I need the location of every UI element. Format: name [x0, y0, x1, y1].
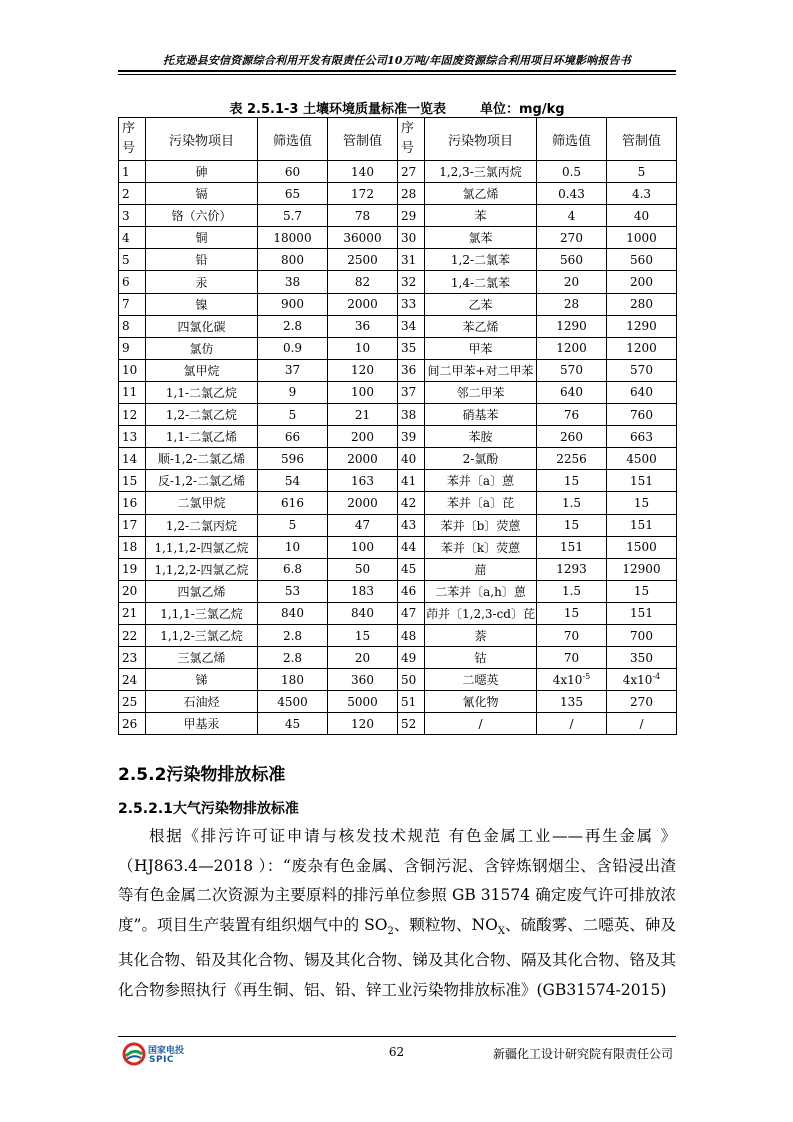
- subsection-heading: 2.5.2.1大气污染物排放标准: [118, 801, 299, 817]
- footer-rule: [118, 1036, 676, 1037]
- cell-no-right: 29: [398, 205, 425, 227]
- table-row: [119, 381, 677, 403]
- table-row: [119, 624, 677, 646]
- cell-pollutant-right: 2-氯酚: [425, 448, 537, 470]
- cell-pollutant-left: 反-1,2-二氯乙烯: [146, 470, 258, 492]
- cell-screening-right: 1200: [537, 337, 607, 359]
- cell-no-left: 26: [119, 713, 146, 735]
- table-row: [119, 249, 677, 271]
- cell-pollutant-left: 砷: [146, 161, 258, 183]
- cell-pollutant-left: 1,1,1,2-四氯乙烷: [146, 536, 258, 558]
- cell-intervention-left: 163: [328, 470, 398, 492]
- cell-no-left: 18: [119, 536, 146, 558]
- cell-pollutant-right: 间二甲苯+对二甲苯: [425, 359, 537, 381]
- footer-organization: 新疆化工设计研究院有限责任公司: [492, 1047, 673, 1061]
- cell-no-right: 50: [398, 669, 425, 691]
- cell-pollutant-left: 二氯甲烷: [146, 492, 258, 514]
- cell-screening-right: 15: [537, 602, 607, 624]
- cell-pollutant-right: 氯乙烯: [425, 183, 537, 205]
- cell-no-left: 6: [119, 271, 146, 293]
- col-header-pollutant-left: 污染物项目: [146, 118, 258, 161]
- col-header-no-left: 序号: [119, 118, 146, 161]
- cell-screening-right: 260: [537, 426, 607, 448]
- cell-no-right: 44: [398, 536, 425, 558]
- cell-screening-left: 5: [258, 514, 328, 536]
- table-row: [119, 448, 677, 470]
- cell-screening-left: 180: [258, 669, 328, 691]
- cell-no-left: 16: [119, 492, 146, 514]
- cell-screening-left: 5.7: [258, 205, 328, 227]
- cell-intervention-left: 100: [328, 381, 398, 403]
- cell-no-left: 8: [119, 315, 146, 337]
- cell-pollutant-left: 1,1,2-三氯乙烷: [146, 624, 258, 646]
- table-row: [119, 404, 677, 426]
- paragraph-text-1: 根据《排污许可证申请与核发技术规范 有色金属工业——再生金属 》（HJ863.4—2018 ）：“废杂有色金属、含铜污泥、含锌炼钢烟尘、含铅浸出渣等有色金属二次资源为主要原料的排污单位参照 GB 31574 确定废气许可排放浓度”。项目生产装置有组织烟气中的 SO: [118, 827, 676, 934]
- cell-intervention-left: 183: [328, 580, 398, 602]
- cell-no-left: 9: [119, 337, 146, 359]
- cell-pollutant-right: 苯并〔k〕荧蒽: [425, 536, 537, 558]
- cell-screening-right: 640: [537, 381, 607, 403]
- cell-pollutant-right: 苯胺: [425, 426, 537, 448]
- table-row: [119, 293, 677, 315]
- cell-screening-left: 6.8: [258, 558, 328, 580]
- cell-intervention-right: 700: [607, 624, 677, 646]
- running-header: 托克逊县安信资源综合利用开发有限责任公司10万吨/年固废资源综合利用项目环境影响报告书: [163, 54, 631, 67]
- col-header-no-right: 序号: [398, 118, 425, 161]
- logo-text-en: SPIC: [149, 1055, 175, 1065]
- cell-pollutant-left: 四氯化碳: [146, 315, 258, 337]
- cell-pollutant-left: 1,1-二氯乙烷: [146, 381, 258, 403]
- cell-no-left: 2: [119, 183, 146, 205]
- cell-intervention-right: 151: [607, 602, 677, 624]
- cell-pollutant-right: 硝基苯: [425, 404, 537, 426]
- cell-intervention-right: 280: [607, 293, 677, 315]
- cell-screening-right: 20: [537, 271, 607, 293]
- cell-no-right: 32: [398, 271, 425, 293]
- table-row: [119, 536, 677, 558]
- cell-no-left: 10: [119, 359, 146, 381]
- col-header-screening-right: 筛选值: [537, 118, 607, 161]
- cell-intervention-left: 100: [328, 536, 398, 558]
- cell-no-left: 24: [119, 669, 146, 691]
- cell-screening-left: 65: [258, 183, 328, 205]
- cell-intervention-left: 2000: [328, 448, 398, 470]
- cell-no-right: 40: [398, 448, 425, 470]
- cell-intervention-left: 47: [328, 514, 398, 536]
- cell-screening-left: 45: [258, 713, 328, 735]
- cell-intervention-left: 50: [328, 558, 398, 580]
- cell-intervention-left: 36: [328, 315, 398, 337]
- cell-screening-right: 1.5: [537, 580, 607, 602]
- cell-intervention-left: 21: [328, 404, 398, 426]
- table-row: [119, 426, 677, 448]
- cell-screening-right: 560: [537, 249, 607, 271]
- table-row: [119, 713, 677, 735]
- cell-no-left: 1: [119, 161, 146, 183]
- cell-screening-right: 70: [537, 624, 607, 646]
- cell-intervention-left: 2500: [328, 249, 398, 271]
- cell-pollutant-left: 镍: [146, 293, 258, 315]
- cell-pollutant-right: 邻二甲苯: [425, 381, 537, 403]
- cell-screening-left: 2.8: [258, 315, 328, 337]
- cell-screening-left: 37: [258, 359, 328, 381]
- col-header-pollutant-right: 污染物项目: [425, 118, 537, 161]
- cell-intervention-right: 760: [607, 404, 677, 426]
- cell-no-right: 33: [398, 293, 425, 315]
- cell-screening-left: 800: [258, 249, 328, 271]
- cell-screening-left: 2.8: [258, 647, 328, 669]
- cell-no-right: 34: [398, 315, 425, 337]
- cell-no-right: 27: [398, 161, 425, 183]
- cell-pollutant-left: 1,1-二氯乙烯: [146, 426, 258, 448]
- cell-pollutant-left: 顺-1,2-二氯乙烯: [146, 448, 258, 470]
- cell-pollutant-left: 三氯乙烯: [146, 647, 258, 669]
- subscript-nox: X: [497, 925, 505, 937]
- cell-screening-left: 596: [258, 448, 328, 470]
- table-row: [119, 359, 677, 381]
- cell-intervention-left: 120: [328, 713, 398, 735]
- header-rule: [118, 70, 676, 75]
- table-row: [119, 271, 677, 293]
- cell-pollutant-left: 汞: [146, 271, 258, 293]
- cell-pollutant-left: 1,1,1-三氯乙烷: [146, 602, 258, 624]
- table-unit: 单位：mg/kg: [479, 102, 565, 117]
- cell-no-right: 51: [398, 691, 425, 713]
- cell-pollutant-right: 苯并〔b〕荧蒽: [425, 514, 537, 536]
- cell-no-right: 43: [398, 514, 425, 536]
- cell-pollutant-left: 铬（六价）: [146, 205, 258, 227]
- cell-screening-right: 2256: [537, 448, 607, 470]
- cell-intervention-right: 151: [607, 514, 677, 536]
- cell-intervention-right: 350: [607, 647, 677, 669]
- cell-screening-left: 60: [258, 161, 328, 183]
- cell-screening-right: 1.5: [537, 492, 607, 514]
- cell-no-left: 5: [119, 249, 146, 271]
- table-row: [119, 647, 677, 669]
- table-row: [119, 315, 677, 337]
- col-header-intervention-right: 管制值: [607, 118, 677, 161]
- cell-intervention-right: 151: [607, 470, 677, 492]
- cell-pollutant-left: 1,1,2,2-四氯乙烷: [146, 558, 258, 580]
- cell-pollutant-right: 氰化物: [425, 691, 537, 713]
- cell-no-left: 21: [119, 602, 146, 624]
- cell-intervention-right: 12900: [607, 558, 677, 580]
- section-heading: 2.5.2污染物排放标准: [118, 765, 286, 785]
- table-row: [119, 205, 677, 227]
- cell-screening-right: 15: [537, 470, 607, 492]
- cell-pollutant-right: 1,4-二氯苯: [425, 271, 537, 293]
- cell-no-right: 42: [398, 492, 425, 514]
- cell-no-right: 31: [398, 249, 425, 271]
- cell-screening-right: 1293: [537, 558, 607, 580]
- cell-pollutant-right: 苯乙烯: [425, 315, 537, 337]
- cell-no-right: 37: [398, 381, 425, 403]
- cell-intervention-right: 663: [607, 426, 677, 448]
- cell-no-left: 25: [119, 691, 146, 713]
- cell-no-left: 4: [119, 227, 146, 249]
- cell-no-left: 3: [119, 205, 146, 227]
- cell-screening-right: $4x10^{-5}$: [537, 669, 607, 691]
- cell-no-right: 41: [398, 470, 425, 492]
- cell-screening-left: 10: [258, 536, 328, 558]
- cell-intervention-right: 15: [607, 580, 677, 602]
- cell-no-right: 28: [398, 183, 425, 205]
- cell-no-left: 22: [119, 624, 146, 646]
- cell-intervention-left: 15: [328, 624, 398, 646]
- cell-pollutant-left: 氯甲烷: [146, 359, 258, 381]
- cell-pollutant-right: 甲苯: [425, 337, 537, 359]
- table-title: 表 2.5.1-3 土壤环境质量标准一览表: [229, 102, 446, 117]
- cell-no-right: 38: [398, 404, 425, 426]
- table-row: [119, 602, 677, 624]
- table-caption: [118, 98, 676, 117]
- cell-screening-right: 15: [537, 514, 607, 536]
- cell-intervention-right: 560: [607, 249, 677, 271]
- cell-pollutant-left: 石油烃: [146, 691, 258, 713]
- cell-screening-right: 151: [537, 536, 607, 558]
- cell-pollutant-right: 二噁英: [425, 669, 537, 691]
- cell-pollutant-right: 氯苯: [425, 227, 537, 249]
- paragraph-text-3: 、硫酸雾、二噁英、砷及其化合物、铅及其化合物、锡及其化合物、锑及其化合物、隔及其化合物、铬及其化合物参照执行《再生铜、铝、铅、锌工业污染物排放标准》(GB31574-2015): [118, 915, 677, 1000]
- table-row: [119, 492, 677, 514]
- cell-screening-right: 0.5: [537, 161, 607, 183]
- cell-intervention-left: 82: [328, 271, 398, 293]
- cell-intervention-right: 1500: [607, 536, 677, 558]
- cell-no-right: 52: [398, 713, 425, 735]
- cell-pollutant-left: 甲基汞: [146, 713, 258, 735]
- soil-standard-table: [118, 117, 677, 735]
- cell-intervention-right: 4.3: [607, 183, 677, 205]
- cell-no-left: 12: [119, 404, 146, 426]
- cell-intervention-left: 172: [328, 183, 398, 205]
- table-row: [119, 580, 677, 602]
- cell-pollutant-right: 1,2-二氯苯: [425, 249, 537, 271]
- cell-pollutant-right: 乙苯: [425, 293, 537, 315]
- cell-pollutant-right: 1,2,3-三氯丙烷: [425, 161, 537, 183]
- cell-pollutant-right: 苯并〔a〕蒽: [425, 470, 537, 492]
- cell-intervention-right: 15: [607, 492, 677, 514]
- cell-no-left: 7: [119, 293, 146, 315]
- cell-intervention-right: 40: [607, 205, 677, 227]
- cell-screening-left: 616: [258, 492, 328, 514]
- cell-no-left: 15: [119, 470, 146, 492]
- cell-screening-right: 70: [537, 647, 607, 669]
- table-row: [119, 669, 677, 691]
- cell-pollutant-left: 1,2-二氯丙烷: [146, 514, 258, 536]
- cell-intervention-right: /: [607, 713, 677, 735]
- table-header-row: [119, 118, 677, 161]
- cell-pollutant-right: 二苯并〔a,h〕蒽: [425, 580, 537, 602]
- cell-no-left: 13: [119, 426, 146, 448]
- table-row: [119, 691, 677, 713]
- cell-screening-left: 900: [258, 293, 328, 315]
- logo-text-cn: 国家电投: [148, 1046, 185, 1056]
- col-header-screening-left: 筛选值: [258, 118, 328, 161]
- cell-screening-left: 66: [258, 426, 328, 448]
- cell-intervention-right: 1200: [607, 337, 677, 359]
- cell-intervention-left: 120: [328, 359, 398, 381]
- cell-pollutant-right: /: [425, 713, 537, 735]
- cell-screening-right: 570: [537, 359, 607, 381]
- cell-intervention-right: 4500: [607, 448, 677, 470]
- cell-screening-right: 1290: [537, 315, 607, 337]
- cell-no-right: 47: [398, 602, 425, 624]
- table-row: [119, 337, 677, 359]
- cell-no-left: 23: [119, 647, 146, 669]
- cell-no-right: 48: [398, 624, 425, 646]
- cell-no-right: 46: [398, 580, 425, 602]
- cell-pollutant-left: 氯仿: [146, 337, 258, 359]
- body-paragraph: [118, 822, 676, 1006]
- cell-screening-left: 18000: [258, 227, 328, 249]
- cell-pollutant-left: 1,2-二氯乙烷: [146, 404, 258, 426]
- cell-no-right: 35: [398, 337, 425, 359]
- cell-intervention-left: 20: [328, 647, 398, 669]
- cell-screening-right: 135: [537, 691, 607, 713]
- cell-intervention-left: 10: [328, 337, 398, 359]
- cell-pollutant-left: 锑: [146, 669, 258, 691]
- cell-no-left: 17: [119, 514, 146, 536]
- cell-pollutant-left: 四氯乙烯: [146, 580, 258, 602]
- cell-intervention-left: 5000: [328, 691, 398, 713]
- cell-intervention-left: 2000: [328, 492, 398, 514]
- cell-screening-left: 4500: [258, 691, 328, 713]
- cell-pollutant-right: 䓛: [425, 558, 537, 580]
- cell-intervention-right: 200: [607, 271, 677, 293]
- cell-screening-right: 0.43: [537, 183, 607, 205]
- cell-screening-left: 5: [258, 404, 328, 426]
- cell-intervention-right: 640: [607, 381, 677, 403]
- cell-screening-right: 270: [537, 227, 607, 249]
- cell-pollutant-right: 苯并〔a〕芘: [425, 492, 537, 514]
- cell-intervention-right: $4x10^{-4}$: [607, 669, 677, 691]
- table-row: [119, 514, 677, 536]
- cell-intervention-right: 1000: [607, 227, 677, 249]
- cell-pollutant-left: 铅: [146, 249, 258, 271]
- table-row: [119, 161, 677, 183]
- cell-no-left: 19: [119, 558, 146, 580]
- cell-no-right: 39: [398, 426, 425, 448]
- cell-screening-left: 2.8: [258, 624, 328, 646]
- cell-screening-right: 76: [537, 404, 607, 426]
- paragraph-text-2: 、颗粒物、NO: [393, 915, 498, 934]
- cell-no-right: 30: [398, 227, 425, 249]
- cell-pollutant-right: 钴: [425, 647, 537, 669]
- cell-no-left: 11: [119, 381, 146, 403]
- col-header-intervention-left: 管制值: [328, 118, 398, 161]
- table-row: [119, 183, 677, 205]
- table-row: [119, 470, 677, 492]
- cell-intervention-right: 270: [607, 691, 677, 713]
- subscript-so2: 2: [387, 925, 394, 937]
- cell-screening-left: 840: [258, 602, 328, 624]
- cell-intervention-left: 200: [328, 426, 398, 448]
- cell-no-left: 14: [119, 448, 146, 470]
- cell-screening-right: /: [537, 713, 607, 735]
- cell-intervention-left: 78: [328, 205, 398, 227]
- table-row: [119, 227, 677, 249]
- cell-screening-left: 38: [258, 271, 328, 293]
- cell-pollutant-right: 茚并〔1,2,3-cd〕芘: [425, 602, 537, 624]
- cell-no-right: 45: [398, 558, 425, 580]
- cell-screening-left: 53: [258, 580, 328, 602]
- cell-screening-right: 28: [537, 293, 607, 315]
- cell-pollutant-right: 萘: [425, 624, 537, 646]
- cell-pollutant-left: 镉: [146, 183, 258, 205]
- cell-intervention-left: 2000: [328, 293, 398, 315]
- cell-screening-left: 54: [258, 470, 328, 492]
- cell-screening-right: 4: [537, 205, 607, 227]
- cell-screening-left: 9: [258, 381, 328, 403]
- cell-pollutant-left: 铜: [146, 227, 258, 249]
- cell-pollutant-right: 苯: [425, 205, 537, 227]
- cell-intervention-left: 140: [328, 161, 398, 183]
- cell-no-right: 36: [398, 359, 425, 381]
- table-row: [119, 558, 677, 580]
- cell-no-left: 20: [119, 580, 146, 602]
- cell-intervention-right: 5: [607, 161, 677, 183]
- cell-intervention-left: 840: [328, 602, 398, 624]
- cell-screening-left: 0.9: [258, 337, 328, 359]
- page-number: 62: [388, 1045, 405, 1059]
- cell-no-right: 49: [398, 647, 425, 669]
- cell-intervention-left: 36000: [328, 227, 398, 249]
- cell-intervention-right: 1290: [607, 315, 677, 337]
- cell-intervention-left: 360: [328, 669, 398, 691]
- cell-intervention-right: 570: [607, 359, 677, 381]
